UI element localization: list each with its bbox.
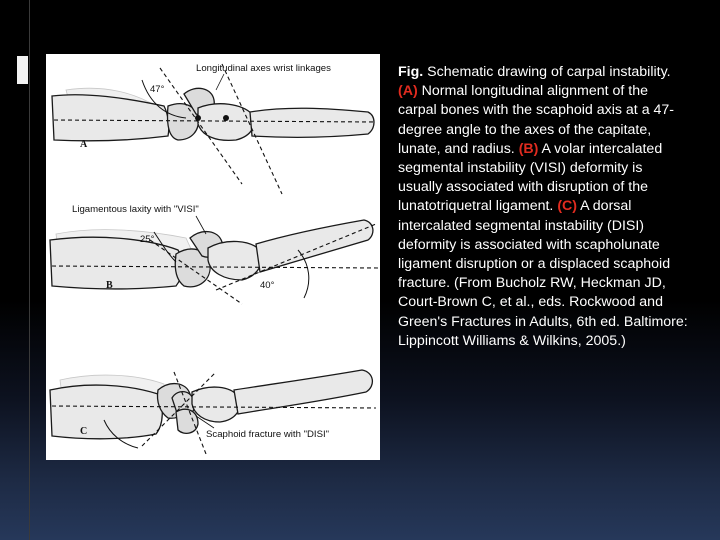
panel-c-metacarpal-bone: [234, 370, 372, 414]
caption-c-text: A dorsal intercalated segmental instability (DISI) deformity is associated with scapholunate ligament disruption or a displaced scaphoid fracture. (From Bucholz RW, Heckman JD, Court-Brown C, et al., eds. Rockwood and Green's Fractures in Adults, 6th ed. Baltimore: Lippincott Williams & Wilkins, 2005.): [398, 198, 688, 349]
panel-a-letter: A: [80, 139, 88, 150]
left-divider-line: [29, 0, 30, 540]
panel-a: [52, 63, 376, 194]
panel-b: [50, 204, 378, 304]
panel-a-pivot-point: [223, 115, 229, 121]
panel-b-angle-label-2: 40°: [260, 280, 275, 291]
panel-b-title: Ligamentous laxity with "VISI": [72, 204, 199, 215]
caption-fig-label: Fig.: [398, 64, 424, 80]
panel-c-capitate-bone: [192, 387, 240, 422]
panel-a-pivot-point: [195, 115, 201, 121]
panel-c-scaphoid-distal: [176, 409, 198, 433]
panel-c-letter: C: [80, 426, 88, 437]
caption-intro: Schematic drawing of carpal instability.: [423, 64, 671, 80]
carpal-instability-figure: [46, 54, 380, 460]
caption-a-text: Normal longitudinal alignment of the carpal bones with the scaphoid axis at a 47-degree angle to the axes of the capitate, lunate, and radius.: [398, 83, 675, 157]
panel-b-title-leader: [196, 216, 206, 234]
panel-a-title: Longitudinal axes wrist linkages: [196, 63, 331, 74]
caption-b-marker: (B): [518, 140, 539, 157]
panel-a-angle-label: 47°: [150, 84, 165, 95]
caption-c-marker: (C): [557, 198, 578, 215]
panel-c-title: Scaphoid fracture with "DISI": [206, 429, 330, 440]
figure-caption: [398, 63, 688, 351]
caption-a-marker: (A): [398, 83, 418, 100]
figure-drawing: [46, 54, 380, 460]
panel-a-metacarpal-bone: [250, 108, 374, 137]
panel-a-title-leader: [216, 74, 224, 90]
panel-c-radius-bone: [50, 385, 162, 439]
panel-a-capitate-bone: [198, 104, 254, 141]
panel-c: [50, 370, 376, 454]
caption-b-text: A volar intercalated segmental instability (VISI) deformity is usually associated with disruption of the lunatotriquetral ligament.: [398, 140, 663, 215]
panel-b-capitate-bone: [208, 241, 262, 280]
panel-b-angle-label-1: 25°: [140, 234, 155, 245]
panel-b-letter: B: [106, 280, 113, 291]
title-accent-bar: [17, 56, 28, 84]
panel-b-metacarpal-bone: [256, 220, 373, 272]
panel-a-radius-bone: [52, 95, 169, 141]
